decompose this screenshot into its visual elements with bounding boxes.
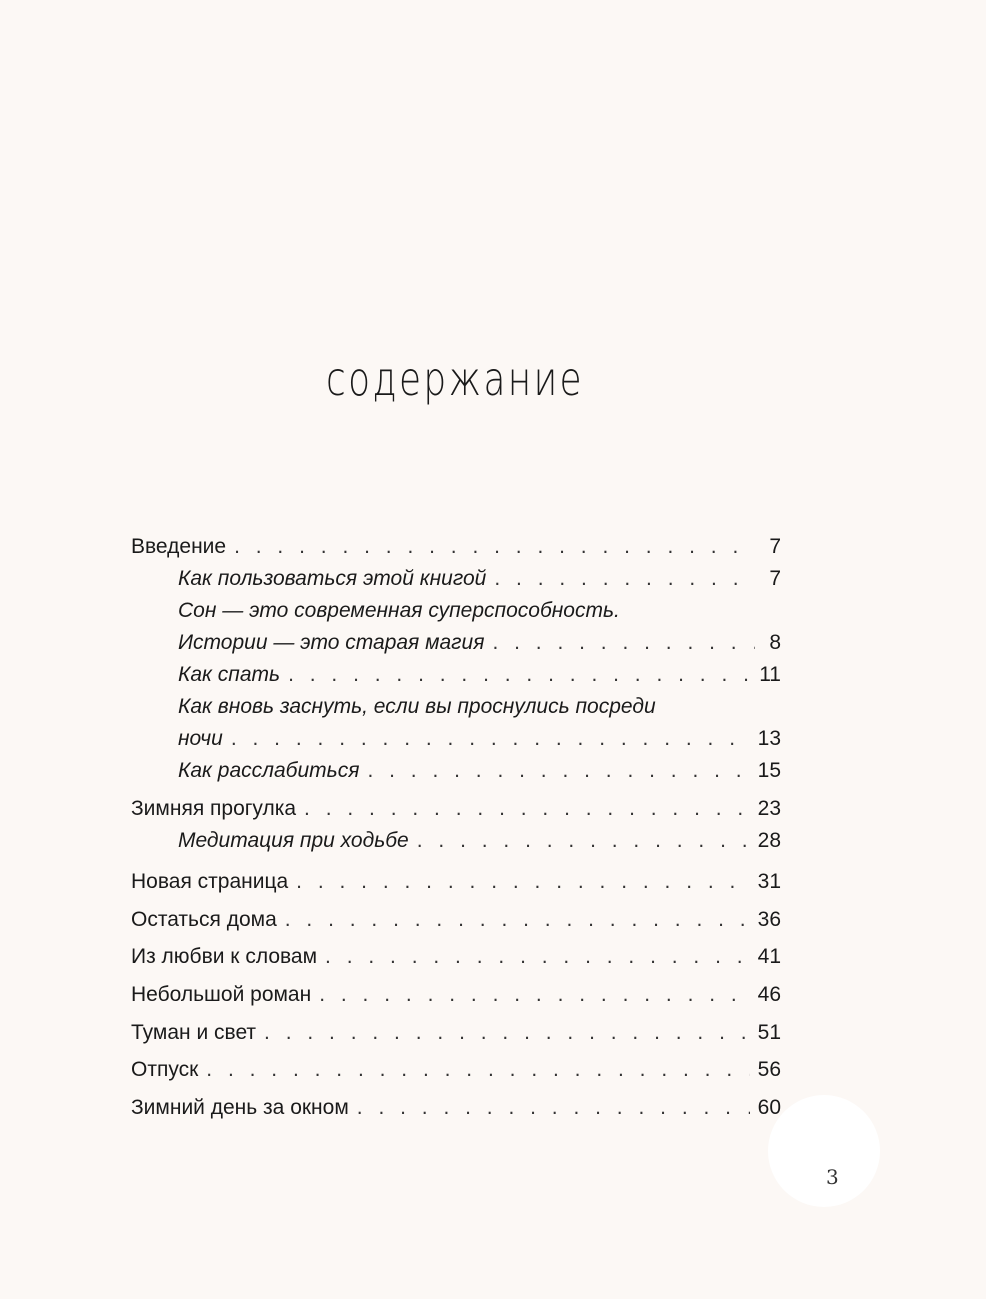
page-number-background [768,1095,880,1207]
toc-subentry[interactable] [131,595,781,627]
toc-entry-page: 36 [757,907,781,931]
toc-subentry[interactable] [131,755,781,787]
toc-entry[interactable] [131,793,781,825]
toc-leader-dots [231,723,750,755]
toc-leader-dots [357,1089,750,1127]
toc-entry-title: Как спать [178,663,281,686]
toc-subentry[interactable] [131,563,781,595]
toc-leader-dots [234,531,755,563]
toc-leader-dots [296,863,749,901]
toc-entry-title: Как расслабиться [178,759,360,782]
toc-leader-dots [206,1051,749,1089]
toc-entry-title: Отпуск [131,1058,199,1082]
toc-entry-title: Из любви к словам [131,945,318,969]
toc-entry-page: 15 [757,759,781,782]
toc-entry-title: Остаться дома [131,907,277,931]
toc-entry-title: Медитация при ходьбе [178,829,409,852]
toc-entry-page: 28 [757,829,781,852]
toc-entry-page: 56 [757,1058,781,1082]
toc-leader-dots [319,976,749,1014]
table-of-contents [131,531,781,1127]
toc-entry[interactable] [131,976,781,1014]
toc-entry[interactable] [131,901,781,939]
toc-leader-dots [367,755,749,787]
toc-entry-page: 41 [757,945,781,969]
toc-entry-title: Зимний день за окном [131,1096,349,1120]
toc-subentry[interactable] [131,825,781,857]
toc-entry[interactable] [131,1089,781,1127]
toc-entry[interactable] [131,863,781,901]
toc-entry-page: 11 [759,663,781,686]
toc-leader-dots [494,563,755,595]
toc-leader-dots [288,659,751,691]
page-title: содержание [326,352,584,406]
toc-entry-title: Небольшой роман [131,983,312,1007]
toc-entry[interactable] [131,531,781,563]
toc-entry-title: Сон — это современная суперспособность. [178,599,620,622]
toc-entry[interactable] [131,1014,781,1052]
toc-entry-title: Зимняя прогулка [131,797,297,820]
toc-subentry[interactable] [131,723,781,755]
toc-entry-title: Истории — это старая магия [178,631,485,654]
toc-leader-dots [304,793,750,825]
toc-entry-page: 60 [757,1096,781,1120]
toc-entry[interactable] [131,938,781,976]
toc-entry-title: Туман и свет [131,1020,257,1044]
toc-entry[interactable] [131,1051,781,1089]
toc-leader-dots [492,627,755,659]
toc-subentry[interactable] [131,691,781,723]
toc-leader-dots [285,901,750,939]
toc-leader-dots [325,938,750,976]
toc-leader-dots [264,1014,750,1052]
page-number: 3 [826,1165,839,1189]
toc-entry-page: 23 [757,797,781,820]
toc-entry-title: Введение [131,535,227,558]
toc-subentry[interactable] [131,659,781,691]
toc-entry-title: Новая страница [131,870,289,893]
toc-entry-page: 13 [757,727,781,750]
toc-entry-page: 7 [769,567,781,590]
toc-entry-title: Как пользоваться этой книгой [178,567,487,590]
toc-entry-page: 51 [757,1020,781,1044]
toc-subentry[interactable] [131,627,781,659]
toc-entry-title: Как вновь заснуть, если вы проснулись посреди [178,695,656,718]
toc-entry-page: 46 [757,983,781,1007]
toc-entry-page: 7 [769,535,781,558]
toc-leader-dots [417,825,750,857]
toc-entry-page: 8 [769,631,781,654]
toc-entry-page: 31 [757,870,781,893]
toc-entry-title: ночи [178,727,223,750]
